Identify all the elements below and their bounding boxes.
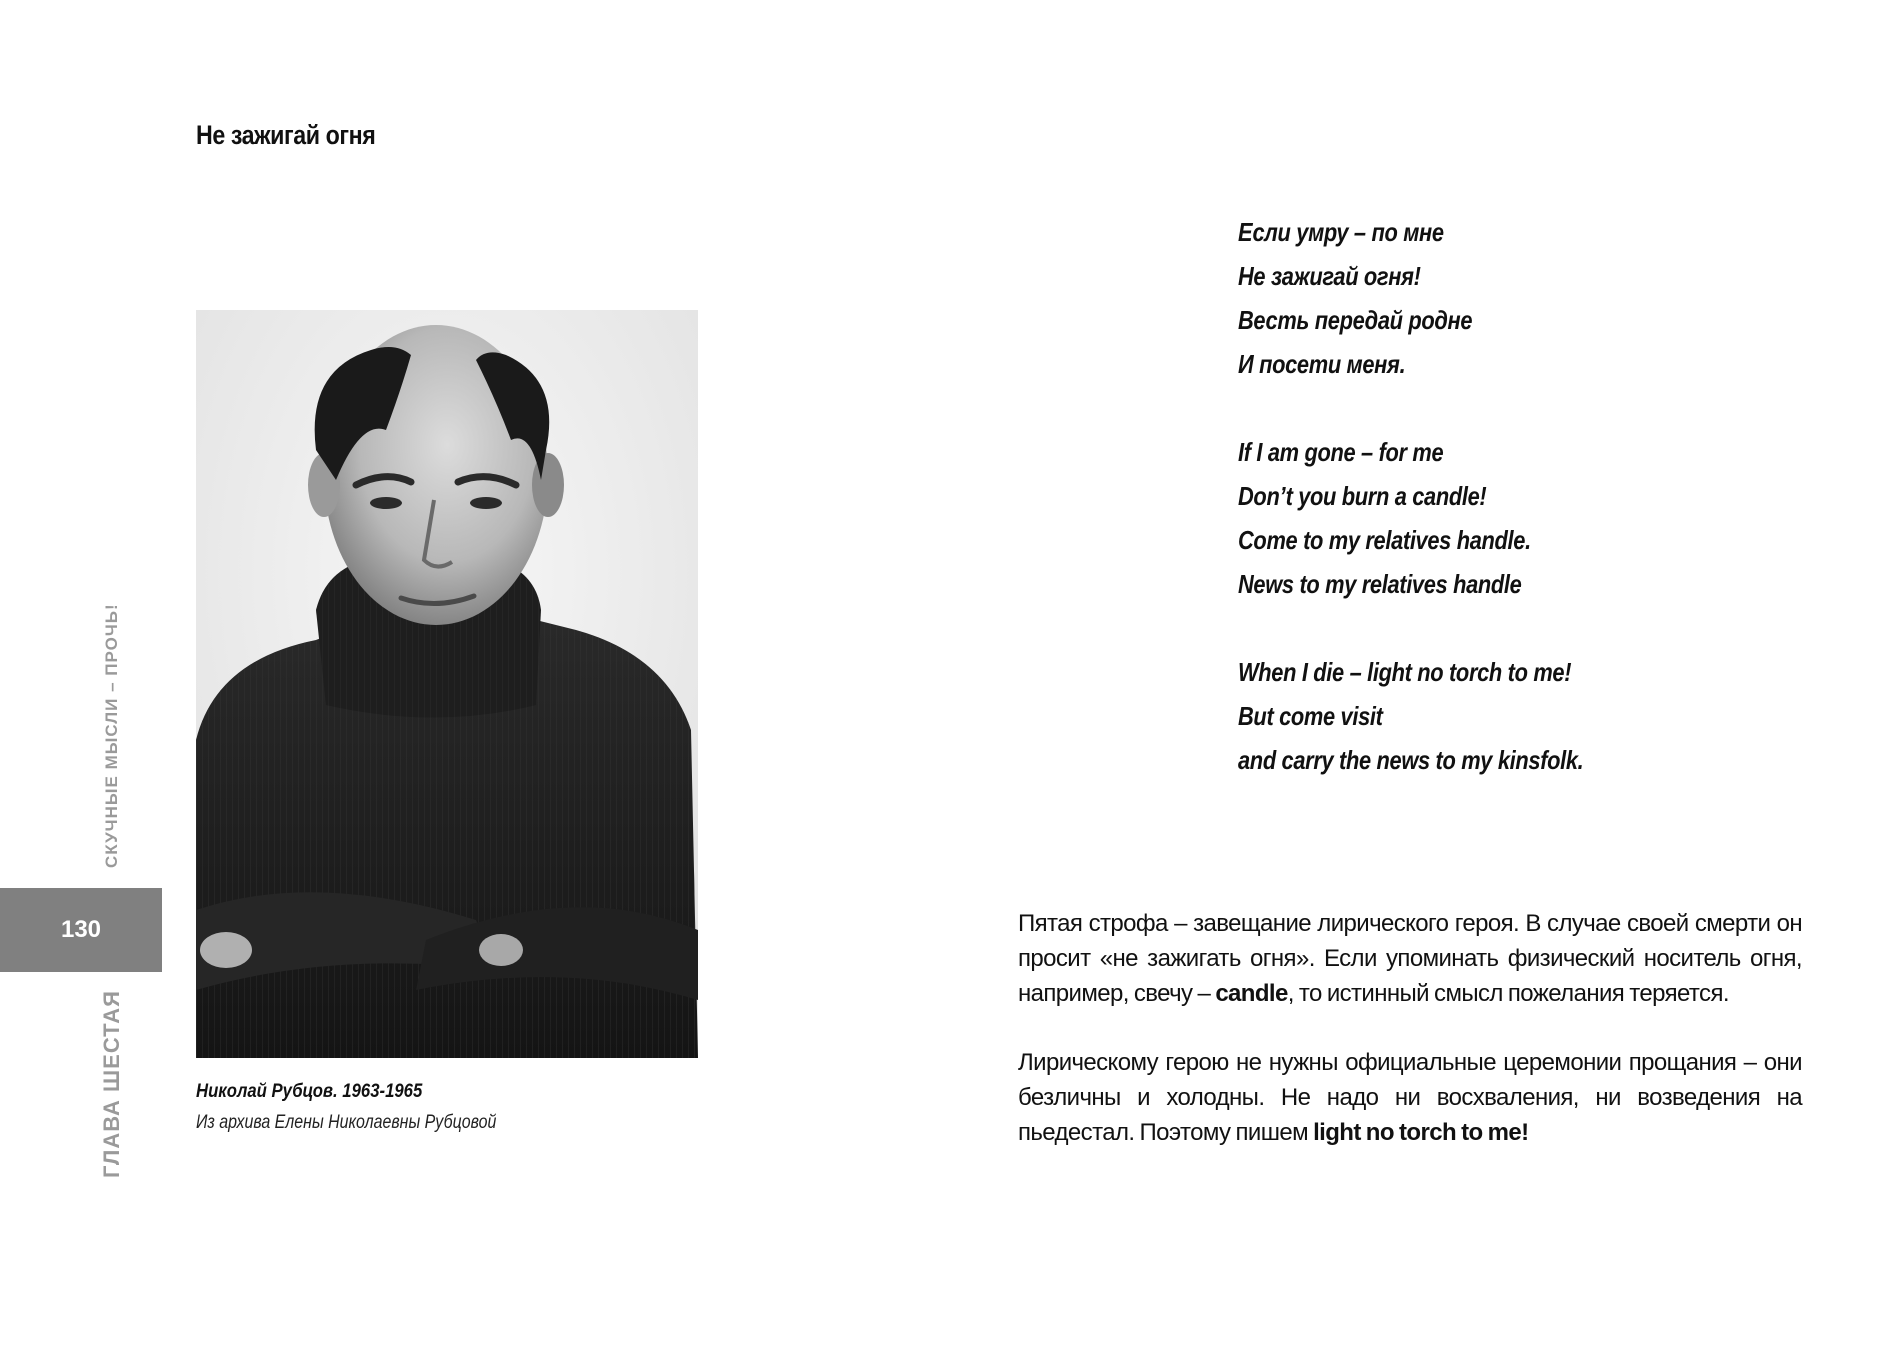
paragraph-text: , то истинный смысл пожелания теряется. — [1287, 980, 1729, 1007]
paragraph-text: Лирическому герою не нужны официальные церемонии прощания – они безличны и холодны. Не надо ни восхваления, ни возведения на пьедестал. Поэтому пишем — [1018, 1049, 1802, 1146]
poem-line: and carry the news to my kinsfolk. — [1238, 745, 1584, 775]
poem-line: But come visit — [1238, 701, 1383, 731]
poem-line: If I am gone – for me — [1238, 437, 1444, 467]
poem — [1238, 210, 1818, 826]
paragraph-bold: light no torch to me! — [1313, 1119, 1529, 1146]
poem-line: И посети меня. — [1238, 349, 1406, 379]
stanza-russian — [1238, 210, 1818, 386]
commentary-paragraph-1 — [1018, 906, 1802, 1011]
page-number: 130 — [60, 916, 102, 943]
running-head: СКУЧНЫЕ МЫСЛИ – ПРОЧЬ! — [102, 603, 121, 868]
poem-line: When I die – light no torch to me! — [1238, 657, 1572, 687]
paragraph-bold: candle — [1215, 980, 1288, 1007]
poem-line: Don’t you burn a candle! — [1238, 481, 1487, 511]
poem-line: Come to my relatives handle. — [1238, 525, 1531, 555]
paragraph-text: Пятая строфа – завещание лирического героя. В случае своей смерти он просит «не зажигать огня». Если упоминать физический носитель огня, например, свечу – — [1018, 910, 1802, 1007]
poem-line: Если умру – по мне — [1238, 217, 1444, 247]
poem-line: Не зажигай огня! — [1238, 261, 1421, 291]
page-title: Не зажигай огня — [196, 120, 376, 150]
poem-line: News to my relatives handle — [1238, 569, 1522, 599]
stanza-translation-1 — [1238, 430, 1818, 606]
caption-title: Николай Рубцов. 1963-1965 — [196, 1081, 423, 1102]
stanza-translation-2 — [1238, 650, 1818, 782]
portrait-illustration — [196, 310, 698, 1058]
portrait-photo — [196, 310, 698, 1058]
caption-source: Из архива Елены Николаевны Рубцовой — [196, 1112, 497, 1133]
poem-line: Весть передай родне — [1238, 305, 1473, 335]
chapter-label: ГЛАВА ШЕСТАЯ — [99, 990, 124, 1178]
commentary-paragraph-2 — [1018, 1045, 1802, 1150]
photo-caption — [196, 1076, 756, 1138]
